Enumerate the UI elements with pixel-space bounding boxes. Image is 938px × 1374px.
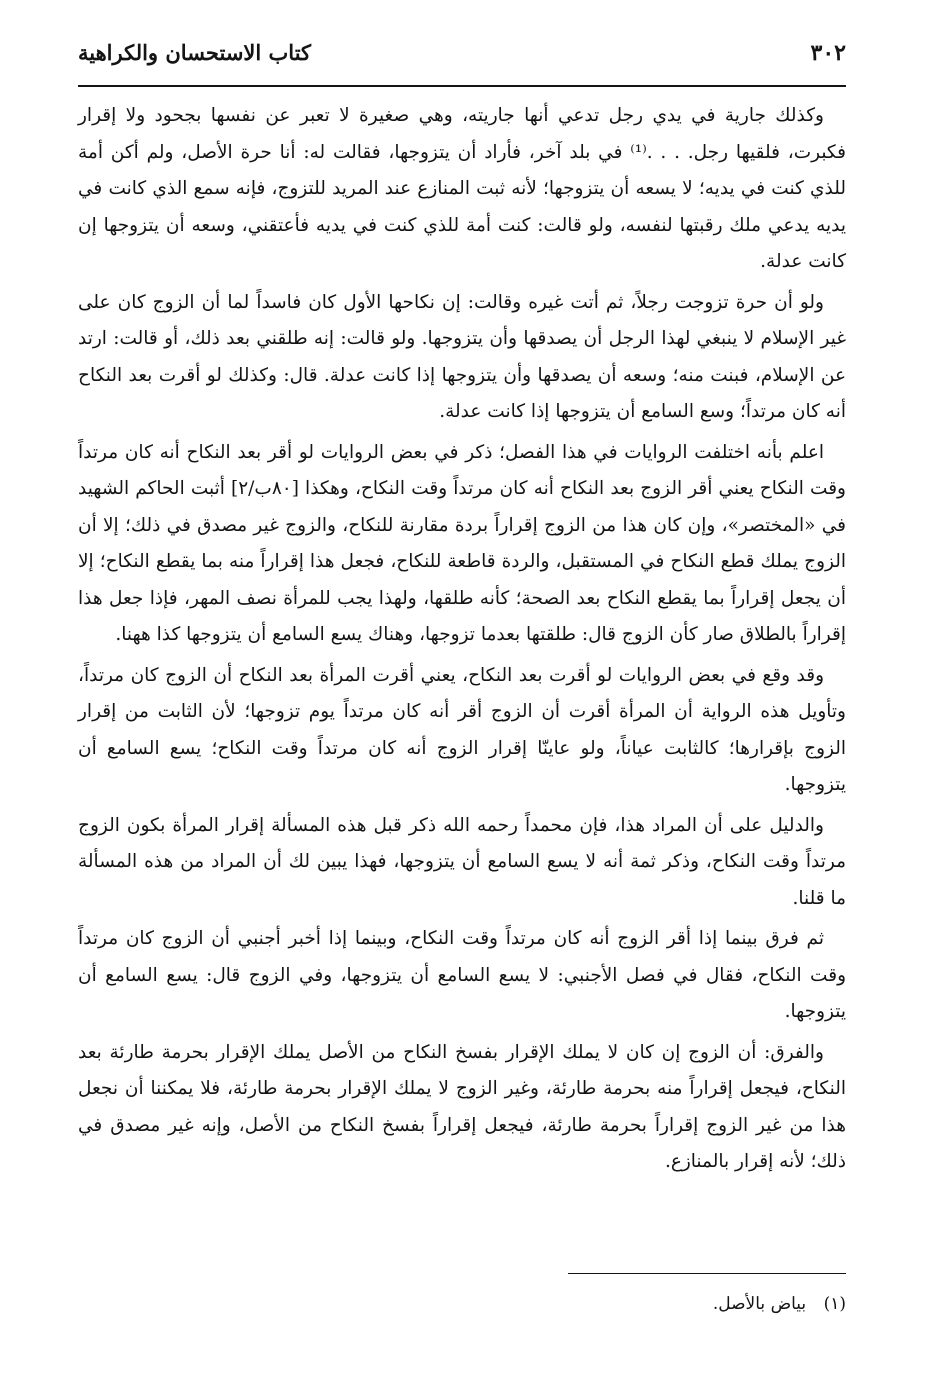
paragraph-4: وقد وقع في بعض الروايات لو أقرت بعد النكاح، يعني أقرت المرأة بعد النكاح أن الزوج كان مرتداً، وتأويل هذه الرواية أن المرأة أقرت أن الزوج أقر أنه كان مرتداً يوم تزوجها؛ لأن الثابت من إقرار الزوج بإقرارها؛ كالثابت عياناً، ولو عاينّا إقرار الزوج أنه كان مرتداً وقت النكاح؛ يسع السامع أن يتزوجها. xyxy=(78,664,846,795)
footnote-number: (١) xyxy=(823,1294,846,1314)
paragraph-3: اعلم بأنه اختلفت الروايات في هذا الفصل؛ ذكر في بعض الروايات لو أقر بعد النكاح أنه كان مرتداً وقت النكاح يعني أقر الزوج بعد النكاح أنه كان مرتداً وقت النكاح، وهكذا [٨٠ب/٢] أثبت الحاكم الشهيد في «المختصر»، وإن كان هذا من الزوج إقراراً بردة مقارنة للنكاح، والزوج غير مصدق في ذلك؛ إلا أن الزوج يملك قطع النكاح في المستقبل، والردة قاطعة للنكاح، فجعل هذا إقراراً منه بما يقطع النكاح؛ إلا أن يجعل إقراراً بما يقطع النكاح بعد الصحة؛ كأنه طلقها، ولهذا يجب للمرأة نصف المهر، فإذا جعل هذا إقراراً بالطلاق صار كأن الزوج قال: طلقتها بعدما تزوجها، وهناك يسع السامع أن يتزوجها كذا ههنا. xyxy=(78,441,846,645)
footnote xyxy=(300,1290,846,1318)
paragraph-1: وكذلك جارية في يدي رجل تدعي أنها جاريته، وهي صغيرة لا تعبر عن نفسها بجحود ولا إقرار فكبرت، فلقيها رجل. . . .⁽¹⁾ في بلد آخر، فأراد أن يتزوجها، فقالت له: أنا حرة الأصل، ولم أكن أمة للذي كنت في يديه؛ لا يسعه أن يتزوجها؛ لأنه ثبت المنازع عند المريد للتزوج، فإنه سمع الذي كانت في يديه يدعي ملك رقبتها لنفسه، ولو قالت: كنت أمة للذي كنت في يديه فأعتقني، وسعه أن يتزوجها إن كانت عدلة. xyxy=(78,105,846,272)
page-number: ٣٠٢ xyxy=(810,40,846,66)
paragraph-6: ثم فرق بينما إذا أقر الزوج أنه كان مرتداً وقت النكاح، وبينما إذا أخبر أجنبي أن الزوج كان مرتداً وقت النكاح، فقال في فصل الأجنبي: لا يسع السامع أن يتزوجها، وفي الزوج قال: يسع السامع أن يتزوجها. xyxy=(78,928,846,1022)
body-text xyxy=(78,98,846,1185)
footnote-rule xyxy=(568,1273,846,1274)
paragraph-2: ولو أن حرة تزوجت رجلاً، ثم أتت غيره وقالت: إن نكاحها الأول كان فاسداً لما أن الزوج كان على غير الإسلام لا ينبغي لهذا الرجل أن يصدقها وأن يتزوجها. ولو قالت: إنه طلقني بعد ذلك، أو قالت: ارتد عن الإسلام، فبنت منه؛ وسعه أن يصدقها وأن يتزوجها إذا كانت عدلة. قال: وكذلك لو أقرت بعد النكاح أنه كان مرتداً؛ وسع السامع أن يتزوجها إذا كانت عدلة. xyxy=(78,291,846,422)
header-rule xyxy=(78,85,846,87)
paragraph-5: والدليل على أن المراد هذا، فإن محمداً رحمه الله ذكر قبل هذه المسألة إقرار المرأة بكون الزوج مرتداً وقت النكاح، وذكر ثمة أنه لا يسع السامع أن يتزوجها، فهذا يبين لك أن المراد من هذه المسألة ما قلنا. xyxy=(78,814,846,909)
paragraph-7: والفرق: أن الزوج إن كان لا يملك الإقرار بفسخ النكاح من الأصل يملك الإقرار بحرمة طارئة بعد النكاح، فيجعل إقراراً منه بحرمة طارئة، وغير الزوج لا يملك الإقرار بحرمة طارئة، فلا يمكننا أن نجعل هذا من غير الزوج إقراراً بحرمة طارئة، فيجعل إقراراً بفسخ النكاح من الأصل، وإنه غير مصدق في ذلك؛ لأنه إقرار بالمنازع. xyxy=(78,1041,846,1172)
book-title: كتاب الاستحسان والكراهية xyxy=(78,40,312,65)
page-header xyxy=(78,40,846,80)
footnote-text: بياض بالأصل. xyxy=(712,1294,807,1314)
